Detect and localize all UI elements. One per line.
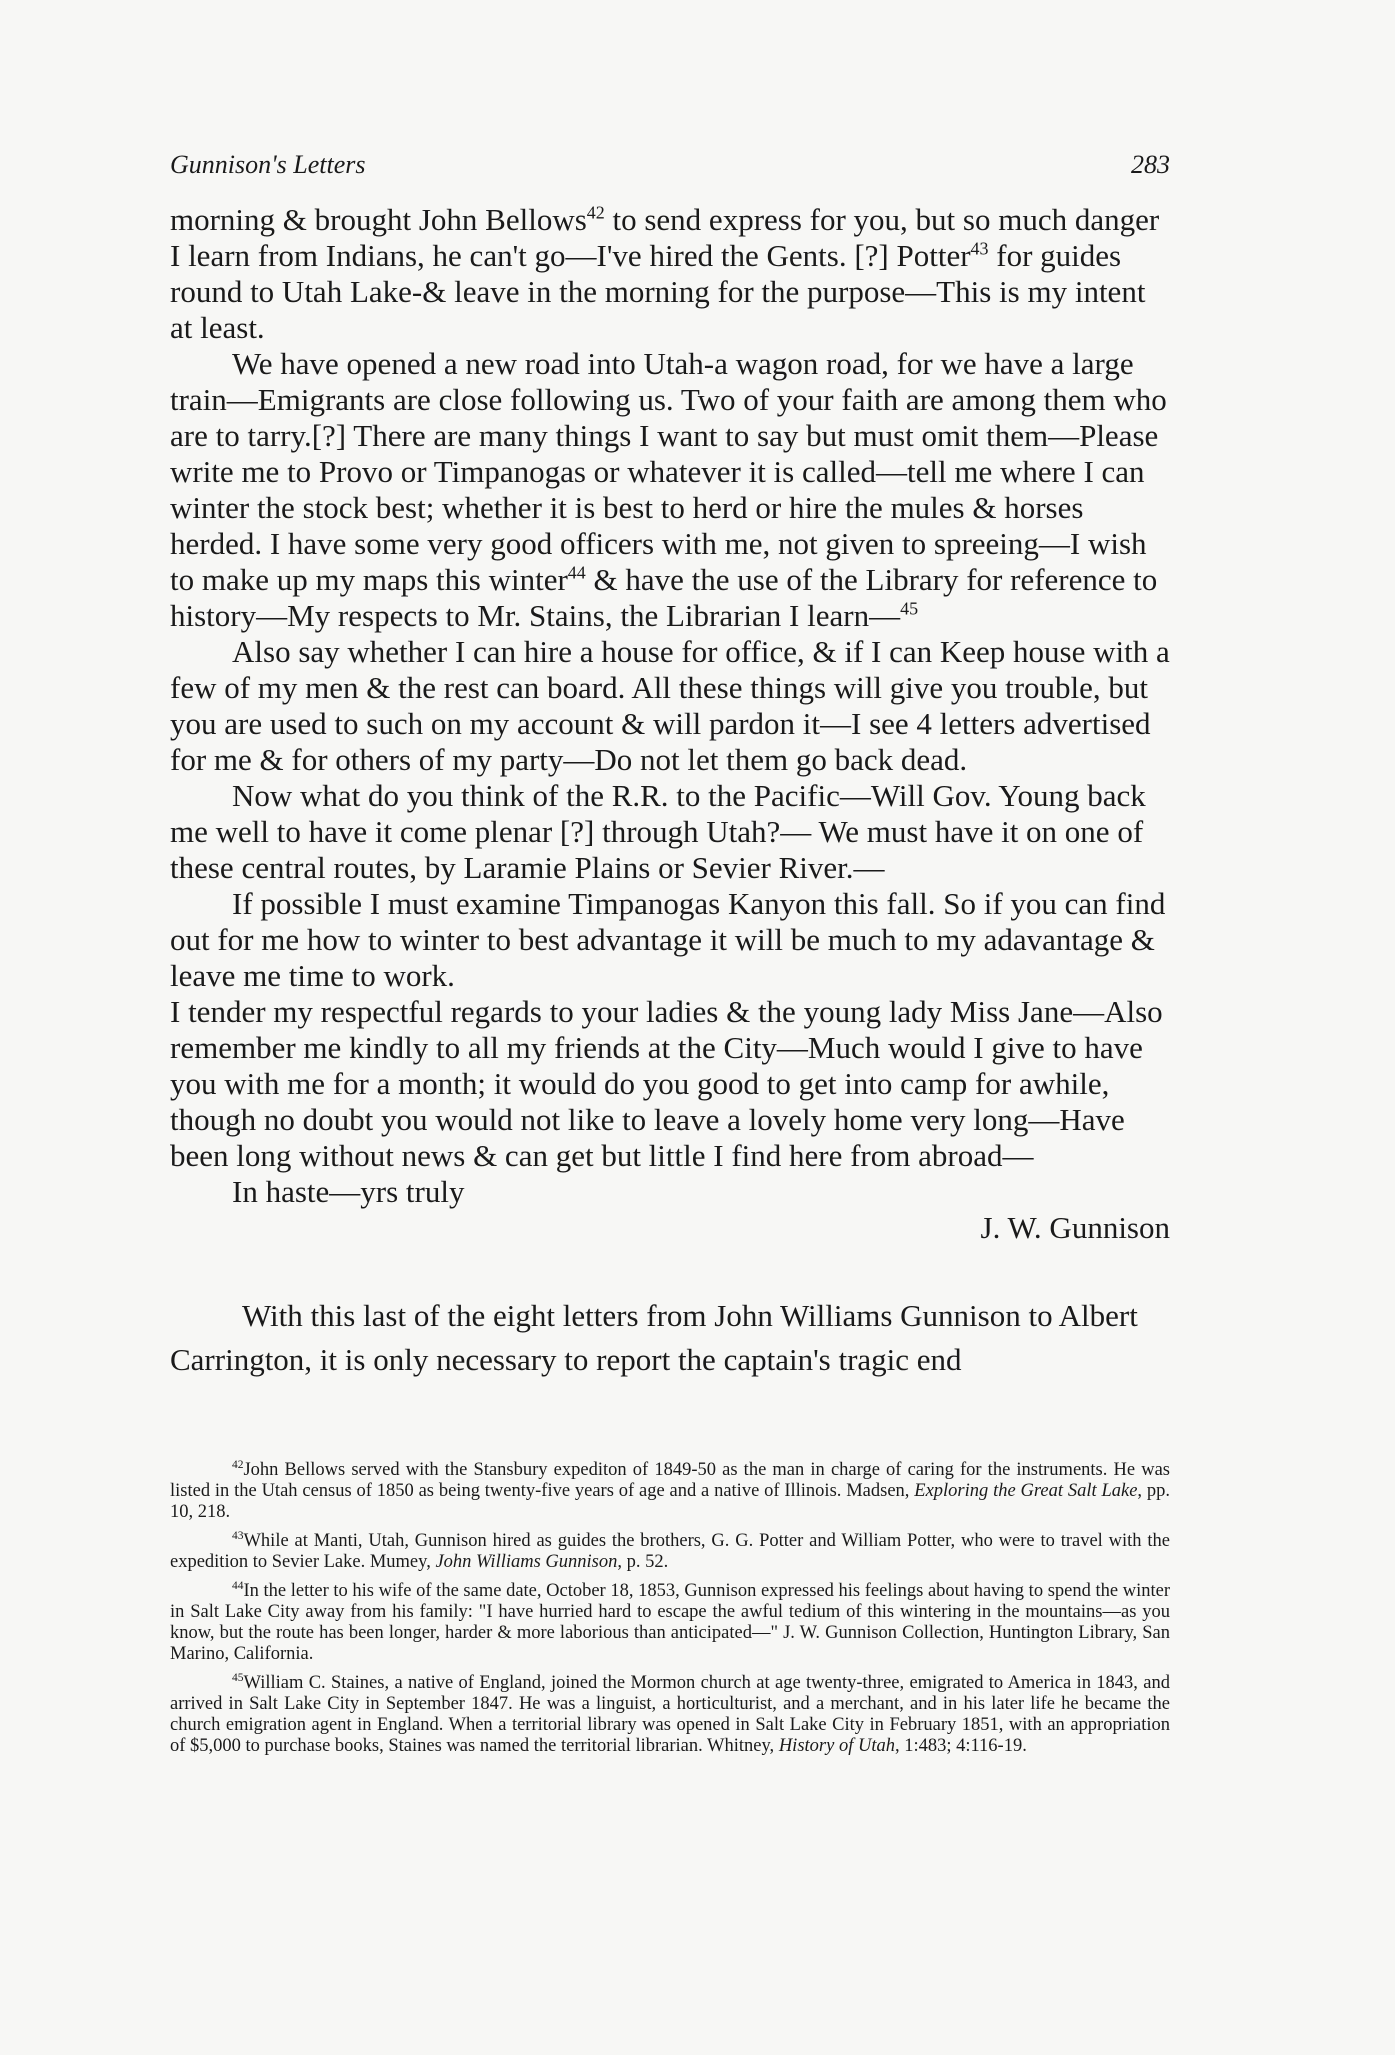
footnote-text: John Bellows served with the Stansbury expediton of 1849-50 as the man in charge of caring for the instruments. He was listed in the Utah census of 1850 as being twenty-five years of age and a native of Illinois. Madsen,: [170, 1460, 1170, 1501]
running-header: [170, 150, 1170, 180]
letter-text: & have the use of the Library for reference to history—My respects to Mr. Stains, the Librarian I learn—: [170, 562, 1158, 633]
footnote-number: 45: [232, 1671, 244, 1684]
editorial-transition: With this last of the eight letters from John Williams Gunnison to Albert Carrington, it is only necessary to report the captain's tragic end: [170, 1298, 1138, 1377]
letter-paragraph-5: If possible I must examine Timpanogas Kanyon this fall. So if you can find out for me how to winter to best advantage it will be much to my adavantage & leave me time to work.: [170, 886, 1166, 993]
letter-paragraph-6: I tender my respectful regards to your ladies & the young lady Miss Jane—Also remember me kindly to all my friends at the City—Much would I give to have you with me for a month; it would do you good to get into camp for awhile, though no doubt you would not like to leave a lovely home very long—Have been long without news & can get but little I find here from abroad—: [170, 994, 1163, 1173]
footnote-42: [170, 1460, 1170, 1523]
footnote-ref-42: 42: [586, 202, 605, 223]
footnote-text: William C. Staines, a native of England, joined the Mormon church at age twenty-three, emigrated to America in 1843, and arrived in Salt Lake City in September 1847. He was a linguist, a horticulturist, and a merchant, and in his later life he became the church emigration agent in England. When a territorial library was opened in Salt Lake City in February 1851, with an appropriation of $5,000 to purchase books, Staines was named the territorial librarian. Whitney,: [170, 1673, 1170, 1756]
footnote-number: 43: [232, 1529, 244, 1542]
letter-body: [170, 202, 1170, 1246]
footnote-ref-43: 43: [970, 238, 989, 259]
letter-paragraph-4: Now what do you think of the R.R. to the Pacific—Will Gov. Young back me well to have it come plenar [?] through Utah?— We must have it on one of these central routes, by Laramie Plains or Sevier River.—: [170, 778, 1146, 885]
footnote-44: [170, 1581, 1170, 1665]
footnote-text: , 1:483; 4:116-19.: [894, 1736, 1027, 1756]
running-title: Gunnison's Letters: [170, 150, 366, 179]
book-page: [170, 150, 1170, 1765]
footnote-citation-title: History of Utah: [778, 1736, 895, 1756]
footnote-number: 42: [232, 1458, 244, 1471]
footnote-ref-44: 44: [567, 562, 586, 583]
letter-text: morning & brought John Bellows: [170, 202, 587, 237]
letter-text: to send express for you, but so much danger I learn from Indians, he can't go—I've hired the Gents. [?] Potter: [170, 202, 1160, 273]
letter-closing: In haste—yrs truly: [232, 1174, 465, 1209]
footnote-text: While at Manti, Utah, Gunnison hired as guides the brothers, G. G. Potter and William Potter, who were to travel with the expedition to Sevier Lake. Mumey,: [170, 1531, 1170, 1572]
footnote-43: [170, 1531, 1170, 1573]
footnote-number: 44: [232, 1579, 244, 1592]
letter-text: for guides round to Utah Lake-& leave in the morning for the purpose—This is my intent at least.: [170, 238, 1146, 345]
page-number: 283: [1131, 150, 1170, 179]
footnote-text: , p. 52.: [617, 1552, 669, 1572]
footnote-citation-title: John Williams Gunnison: [435, 1552, 618, 1572]
letter-paragraph-3: Also say whether I can hire a house for office, & if I can Keep house with a few of my men & the rest can board. All these things will give you trouble, but you are used to such on my account & will pardon it—I see 4 letters advertised for me & for others of my party—Do not let them go back dead.: [170, 634, 1170, 777]
footnote-citation-title: Exploring the Great Salt Lake: [914, 1481, 1138, 1501]
letter-signature: J. W. Gunnison: [980, 1210, 1170, 1245]
footnote-text: , pp. 10, 218.: [170, 1481, 1170, 1522]
footnote-text: In the letter to his wife of the same date, October 18, 1853, Gunnison expressed his feelings about having to spend the winter in Salt Lake City away from his family: "I have hurried hard to escape the awful tedium of this wintering in the mountains—as you know, but the route has been longer, harder & more laborious than anticipated—" J. W. Gunnison Collection, Huntington Library, San Marino, California.: [170, 1581, 1170, 1664]
letter-paragraph-2: [170, 346, 1170, 634]
footnote-45: [170, 1673, 1170, 1757]
letter-text: We have opened a new road into Utah-a wagon road, for we have a large train—Emigrants are close following us. Two of your faith are among them who are to tarry.[?] There are many things I want to say but must omit them—Please write me to Provo or Timpanogas or whatever it is called—tell me where I can winter the stock best; whether it is best to herd or hire the mules & horses herded. I have some very good officers with me, not given to spreeing—I wish to make up my maps this winter: [170, 346, 1167, 597]
footnotes: [170, 1460, 1170, 1757]
letter-paragraph-1: [170, 202, 1170, 346]
footnote-ref-45: 45: [900, 598, 919, 619]
